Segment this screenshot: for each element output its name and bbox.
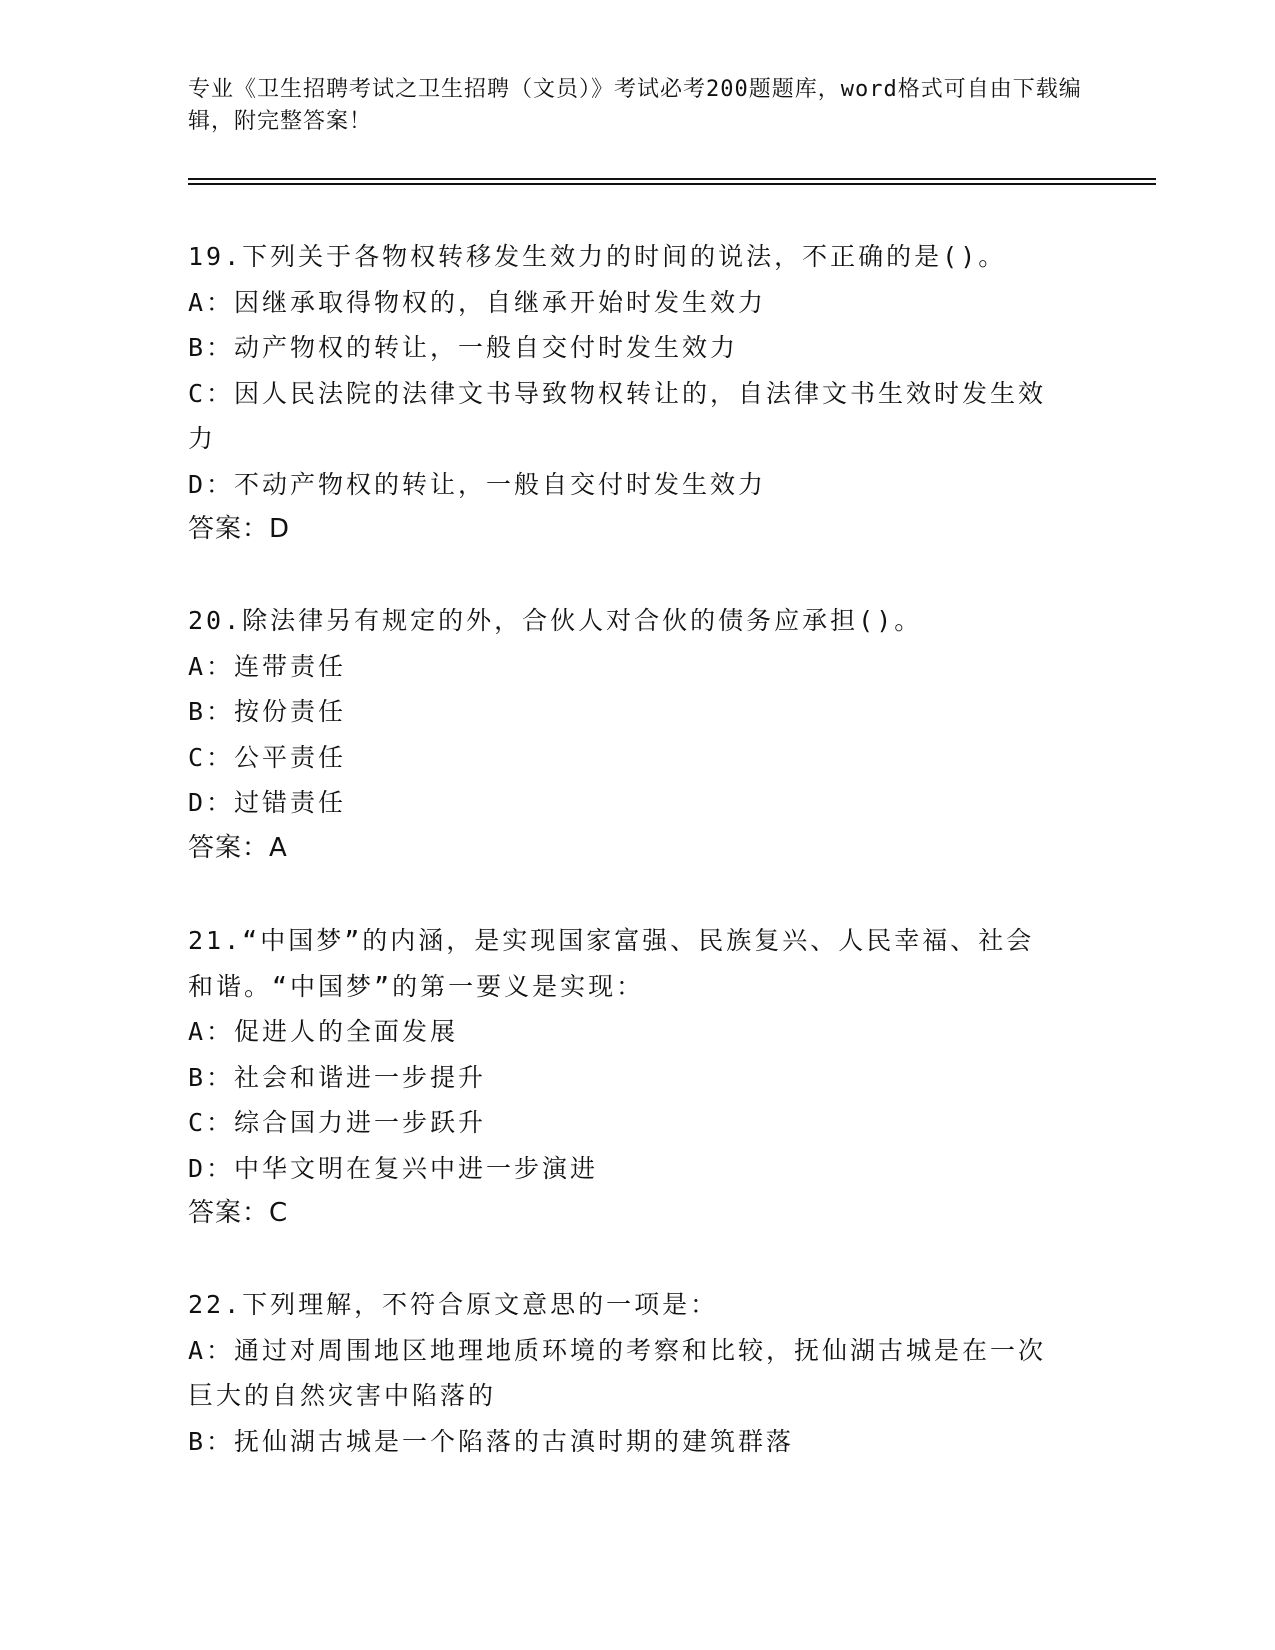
answer: 答案：D — [188, 514, 291, 544]
option-c: C：综合国力进一步跃升 — [188, 1108, 487, 1137]
header-divider-bottom — [188, 183, 1156, 185]
option-a: A：通过对周围地区地理地质环境的考察和比较，抚仙湖古城是在一次 — [188, 1335, 1047, 1365]
answer: 答案：A — [188, 832, 288, 863]
option-c: C：公平责任 — [188, 742, 347, 772]
question-text-continued: 和谐。“中国梦”的第一要义是实现： — [188, 971, 645, 1001]
option-a-continued: 巨大的自然灾害中陷落的 — [188, 1381, 497, 1410]
question-block-19 — [188, 234, 1088, 553]
option-d: D：过错责任 — [188, 788, 347, 817]
option-a: A：连带责任 — [188, 651, 347, 681]
answer: 答案：C — [188, 1198, 289, 1228]
question-text: 21.“中国梦”的内涵，是实现国家富强、民族复兴、人民幸福、社会 — [188, 926, 1035, 955]
option-b: B：按份责任 — [188, 697, 347, 726]
document-header: 专业《卫生招聘考试之卫生招聘（文员）》考试必考200题题库，word格式可自由下载编辑，附完整答案！ — [188, 77, 1082, 134]
option-b: B：社会和谐进一步提升 — [188, 1062, 487, 1092]
option-a: A：因继承取得物权的，自继承开始时发生效力 — [188, 287, 767, 317]
question-text: 20.除法律另有规定的外，合伙人对合伙的债务应承担()。 — [188, 606, 923, 635]
option-d: D：中华文明在复兴中进一步演进 — [188, 1153, 599, 1183]
header-divider-top — [188, 178, 1156, 180]
question-block-21 — [188, 918, 1088, 1237]
option-b: B：动产物权的转让，一般自交付时发生效力 — [188, 333, 739, 362]
option-a: A：促进人的全面发展 — [188, 1017, 459, 1046]
question-block-22 — [188, 1282, 1088, 1464]
option-c-continued: 力 — [188, 424, 217, 453]
question-text: 22.下列理解，不符合原文意思的一项是： — [188, 1290, 719, 1319]
question-text: 19.下列关于各物权转移发生效力的时间的说法，不正确的是()。 — [188, 242, 1007, 271]
option-c: C：因人民法院的法律文书导致物权转让的，自法律文书生效时发生效 — [188, 378, 1047, 408]
option-d: D：不动产物权的转让，一般自交付时发生效力 — [188, 469, 767, 499]
question-block-20 — [188, 598, 1088, 871]
option-b: B：抚仙湖古城是一个陷落的古滇时期的建筑群落 — [188, 1426, 795, 1456]
